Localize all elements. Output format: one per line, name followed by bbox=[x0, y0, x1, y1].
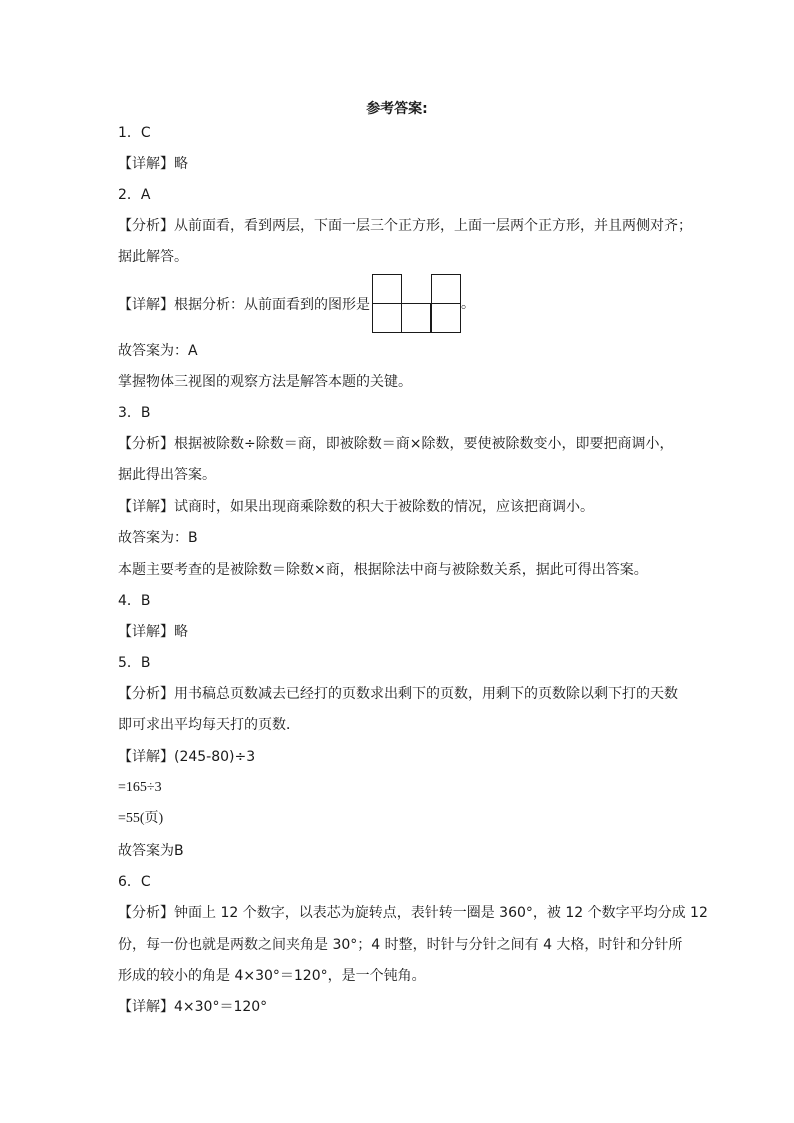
figure-square bbox=[401, 303, 431, 333]
page-title: 参考答案: bbox=[366, 101, 428, 117]
figure-square bbox=[372, 274, 402, 304]
answer-line: 5．B bbox=[118, 655, 151, 671]
answer-line: 4．B bbox=[118, 593, 151, 609]
answer-line: 形成的较小的角是 4×30°＝120°，是一个钝角。 bbox=[118, 968, 426, 984]
answer-line: 据此得出答案。 bbox=[118, 467, 216, 483]
answer-line: 【详解】(245-80)÷3 bbox=[118, 749, 256, 765]
answer-line: 【分析】根据被除数÷除数＝商，即被除数＝商×除数，要使被除数变小，即要把商调小， bbox=[118, 436, 674, 452]
answer-line: 故答案为：B bbox=[118, 530, 198, 546]
answer-line: 2．A bbox=[118, 187, 151, 203]
answer-line: 份，每一份也就是两数之间夹角是 30°；4 时整，时针与分针之间有 4 大格，时针和分针所 bbox=[118, 937, 683, 953]
answer-line: 【详解】4×30°＝120° bbox=[118, 999, 268, 1015]
figure-square bbox=[372, 303, 402, 333]
answer-line: =55(页) bbox=[118, 811, 164, 826]
answer-line: =165÷3 bbox=[118, 780, 162, 795]
answer-line: 【详解】试商时，如果出现商乘除数的积大于被除数的情况，应该把商调小。 bbox=[118, 499, 594, 515]
answer-line: 据此解答。 bbox=[118, 249, 188, 265]
answer-line: 【分析】钟面上 12 个数字，以表芯为旋转点，表针转一圈是 360°，被 12 个数字平均分成 12 bbox=[118, 905, 708, 921]
figure-square bbox=[431, 274, 461, 304]
answer-line: 掌握物体三视图的观察方法是解答本题的关键。 bbox=[118, 374, 412, 390]
answer-line: 本题主要考查的是被除数＝除数×商，根据除法中商与被除数关系，据此可得出答案。 bbox=[118, 562, 648, 578]
answer-line: 即可求出平均每天打的页数． bbox=[118, 717, 300, 733]
answer-line: 【分析】从前面看，看到两层，下面一层三个正方形，上面一层两个正方形，并且两侧对齐； bbox=[118, 218, 692, 234]
answer-line: 故答案为B bbox=[118, 843, 184, 859]
answer-line: 6．C bbox=[118, 874, 151, 890]
answer-line: 1．C bbox=[118, 125, 151, 141]
figure-period: 。 bbox=[461, 296, 475, 312]
front-view-figure bbox=[372, 274, 461, 333]
answer-line: 【详解】根据分析：从前面看到的图形是 bbox=[118, 297, 370, 313]
answer-line: 【分析】用书稿总页数减去已经打的页数求出剩下的页数，用剩下的页数除以剩下打的天数 bbox=[118, 686, 678, 702]
figure-square bbox=[431, 303, 461, 333]
answer-line: 故答案为：A bbox=[118, 343, 198, 359]
answer-line: 【详解】略 bbox=[118, 156, 188, 172]
answer-line: 【详解】略 bbox=[118, 624, 188, 640]
answer-line: 3．B bbox=[118, 405, 151, 421]
